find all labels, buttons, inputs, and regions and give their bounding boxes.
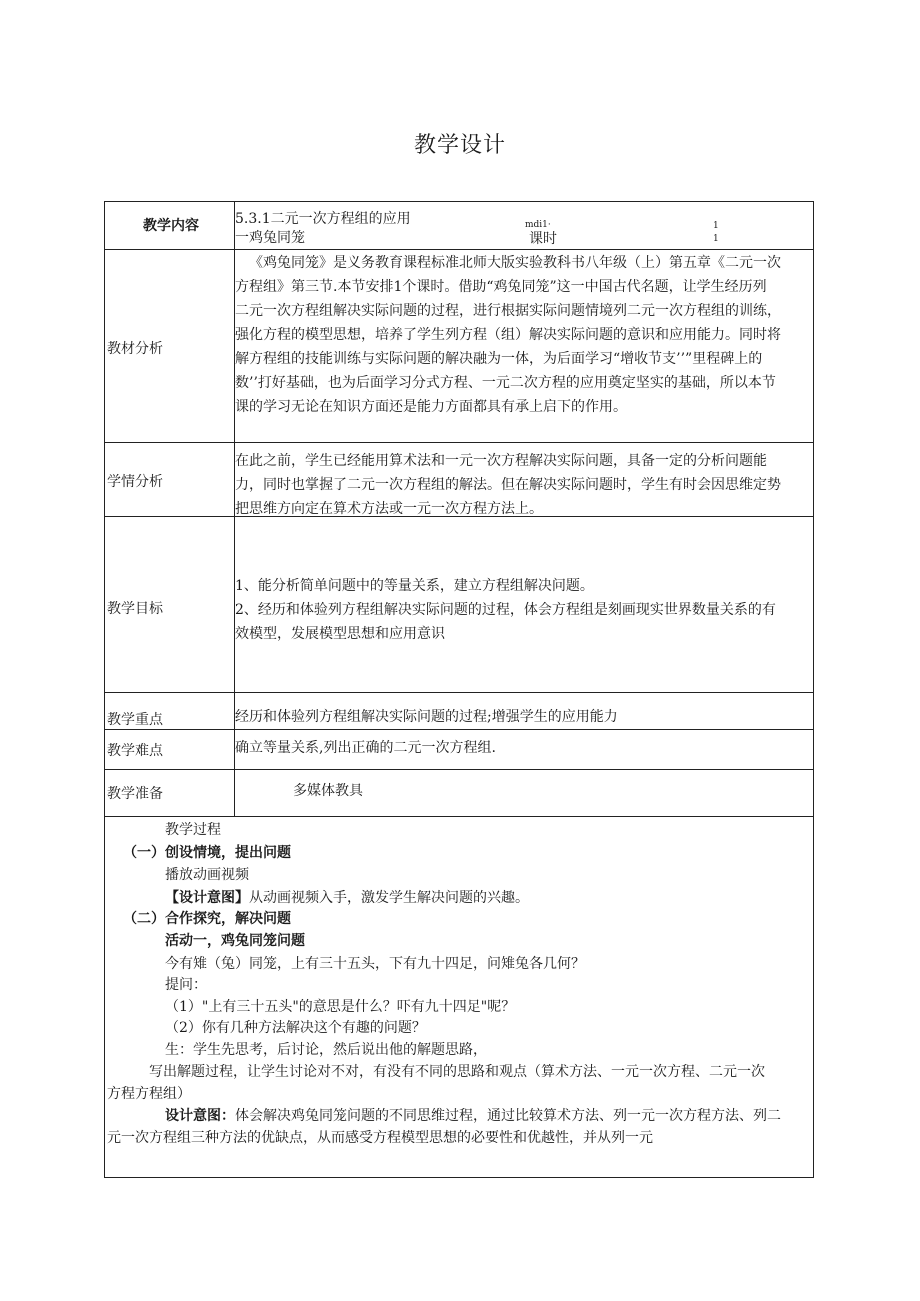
section-1-title: （一）创设情境，提出问题 [123,845,291,861]
activity-1-title: 活动一，鸡兔同笼问题 [165,933,305,949]
difficulties-label: 教学难点 [107,743,163,759]
row-divider [105,249,813,250]
objective-line: 2、经历和体验列方程组解决实际问题的过程，体会方程组是刻画现实世界数量关系的有 [235,602,776,618]
difficulties-text: 确立等量关系,列出正确的二元一次方程组. [235,740,496,756]
row-divider [105,692,813,693]
key-points-label: 教学重点 [107,712,163,728]
textbook-analysis-text [235,251,811,419]
text-line: 方程组》第三节.本节安排1个课时。借助“鸡兔同笼”这一中国古代名题，让学生经历列 [235,279,767,295]
process-heading: 教学过程 [165,822,221,838]
class-hours-number: 1 [713,234,719,244]
row-divider [105,769,813,770]
design-intent-1-label: 【设计意图】 [165,890,249,906]
content-label: 教学内容 [143,218,199,234]
design-intent-2-label: 设计意图： [165,1108,235,1124]
play-video-text: 播放动画视频 [165,867,249,883]
preparation-text: 多媒体教具 [293,783,363,799]
write-process-line-1: 写出解题过程，让学生讨论对不对，有没有不同的思路和观点（算术方法、一元一次方程、二元一次 [149,1064,765,1080]
mark-text: mdi1· [525,220,551,230]
lesson-plan-table [104,201,814,1178]
learner-analysis-text [235,449,811,521]
text-line: 把思维方向定在算术方法或一元一次方程方法上。 [235,501,543,517]
text-line: 二元一次方程组解决实际问题的过程，进行根据实际问题情境列二元一次方程组的训练， [235,303,781,319]
problem-text: 今有雉（兔）同笼，上有三十五头，下有九十四足，问雉兔各几何？ [165,956,585,972]
design-intent-2-line-1: 体会解决鸡兔同笼问题的不同思维过程，通过比较算术方法、列一元一次方程方法、列二 [235,1108,781,1124]
row-divider [105,816,813,817]
objective-line: 1、能分析简单问题中的等量关系，建立方程组解决问题。 [235,578,594,594]
question-2: （2）你有几种方法解决这个有趣的问题？ [165,1020,426,1036]
learner-analysis-label: 学情分析 [107,474,163,490]
question-1: （1）"上有三十五头"的意思是什么？吓有九十四足"呢？ [165,999,516,1015]
text-line: 解方程组的技能训练与实际问题的解决融为一体，为后面学习“增收节支’’”里程碑上的 [235,351,763,367]
text-line: 强化方程的模型思想，培养了学生列方程（组）解决实际问题的意识和应用能力。同时将 [235,327,781,343]
text-line: 数’’打好基础，也为后面学习分式方程、一元二次方程的应用奠定坚实的基础，所以本节 [235,375,776,391]
key-points-text: 经历和体验列方程组解决实际问题的过程;增强学生的应用能力 [235,709,618,725]
row-divider [105,442,813,443]
objectives-text [235,574,811,646]
objectives-label: 教学目标 [107,601,163,617]
class-hours-number: 1 [713,221,719,231]
page-title: 教学设计 [413,133,506,158]
section-2-title: （二）合作探究，解决问题 [123,911,291,927]
design-intent-1 [165,887,529,909]
textbook-analysis-label: 教材分析 [107,341,163,357]
text-line: 课的学习无论在知识方面还是能力方面都具有承上启下的作用。 [235,399,627,415]
student-text: 生：学生先思考，后讨论，然后说出他的解题思路， [165,1042,487,1058]
topic-line-1: 5.3.1二元一次方程组的应用 [235,211,411,227]
text-line: 《鸡兔同笼》是义务教育课程标准北师大版实验教科书八年级（上）第五章《二元一次 [249,255,781,271]
class-hours-label: 课时 [529,231,557,247]
row-divider [105,729,813,730]
ask-text: 提问： [165,977,207,993]
design-intent-2 [165,1105,781,1127]
preparation-label: 教学准备 [107,786,163,802]
text-line: 在此之前，学生已经能用算术法和一元一次方程解决实际问题，具备一定的分析问题能 [235,453,767,469]
text-line: 力，同时也掌握了二元一次方程组的解法。但在解决实际问题时，学生有时会因思维定势 [235,477,781,493]
design-intent-2-line-2: 元一次方程组三种方法的优缺点，从而感受方程模型思想的必要性和优越性，并从列一元 [107,1130,653,1146]
design-intent-1-text: 从动画视频入手，激发学生解决问题的兴趣。 [249,890,529,906]
write-process-line-2: 方程方程组） [107,1086,191,1102]
objective-line: 效模型，发展模型思想和应用意识 [235,626,445,642]
topic-line-2: 一鸡兔同笼 [235,230,305,246]
